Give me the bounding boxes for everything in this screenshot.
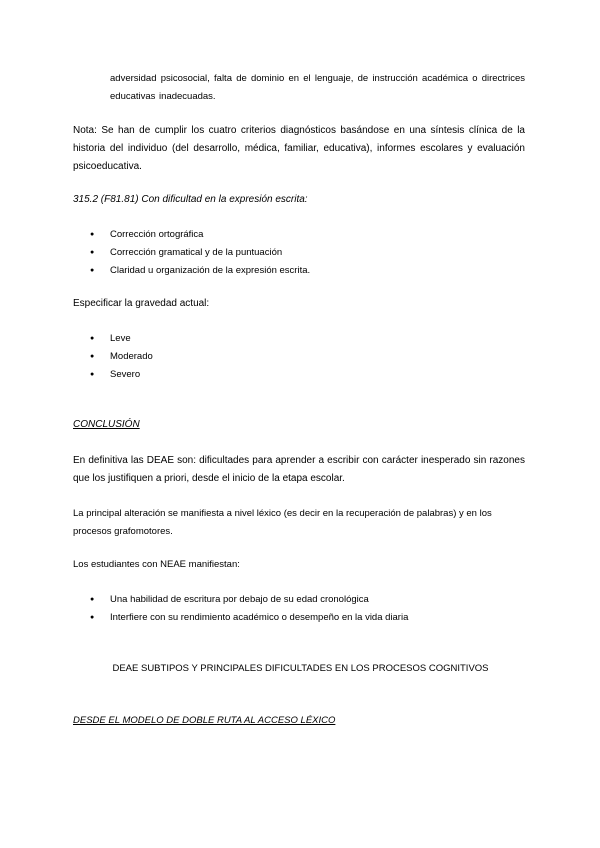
neae-list <box>90 591 520 627</box>
code-heading: 315.2 (F81.81) Con dificultad en la expresión escrita: <box>73 194 308 205</box>
note-paragraph: Nota: Se han de cumplir los cuatro criterios diagnósticos basándose en una síntesis clínica de la historia del individuo (del desarrollo, médica, familiar, educativa), informes escolares y evaluación psicoeducativa. <box>73 125 525 172</box>
continuation-paragraph: adversidad psicosocial, falta de dominio en el lenguaje, de instrucción académica o directrices educativas inadecuadas. <box>110 73 525 102</box>
list-item: ● Leve <box>90 330 510 348</box>
list-item: ● Corrección ortográfica <box>90 226 510 244</box>
conclusion-paragraph-1: En definitiva las DEAE son: dificultades para aprender a escribir con carácter inesperado sin razones que los justifiquen a priori, desde el inicio de la etapa escolar. <box>73 455 525 484</box>
severity-list <box>90 330 510 384</box>
model-heading: DESDE EL MODELO DE DOBLE RUTA AL ACCESO LÉXICO <box>73 715 336 726</box>
list-item: ● Moderado <box>90 348 510 366</box>
conclusion-heading: CONCLUSIÓN <box>73 419 140 430</box>
severity-label: Especificar la gravedad actual: <box>73 298 210 309</box>
list-item: ● Claridad u organización de la expresión escrita. <box>90 262 510 280</box>
list-item: ● Interfiere con su rendimiento académico o desempeño en la vida diaria <box>90 609 520 627</box>
expression-criteria-list <box>90 226 510 280</box>
subtypes-heading: DEAE SUBTIPOS Y PRINCIPALES DIFICULTADES EN LOS PROCESOS COGNITIVOS <box>112 663 489 674</box>
list-item: ● Severo <box>90 366 510 384</box>
list-item: ● Una habilidad de escritura por debajo de su edad cronológica <box>90 591 520 609</box>
list-item: ● Corrección gramatical y de la puntuación <box>90 244 510 262</box>
conclusion-paragraph-2: La principal alteración se manifiesta a nivel léxico (es decir en la recuperación de palabras) y en los procesos grafomotores. <box>73 508 492 537</box>
conclusion-paragraph-3: Los estudiantes con NEAE manifiestan: <box>73 559 240 570</box>
